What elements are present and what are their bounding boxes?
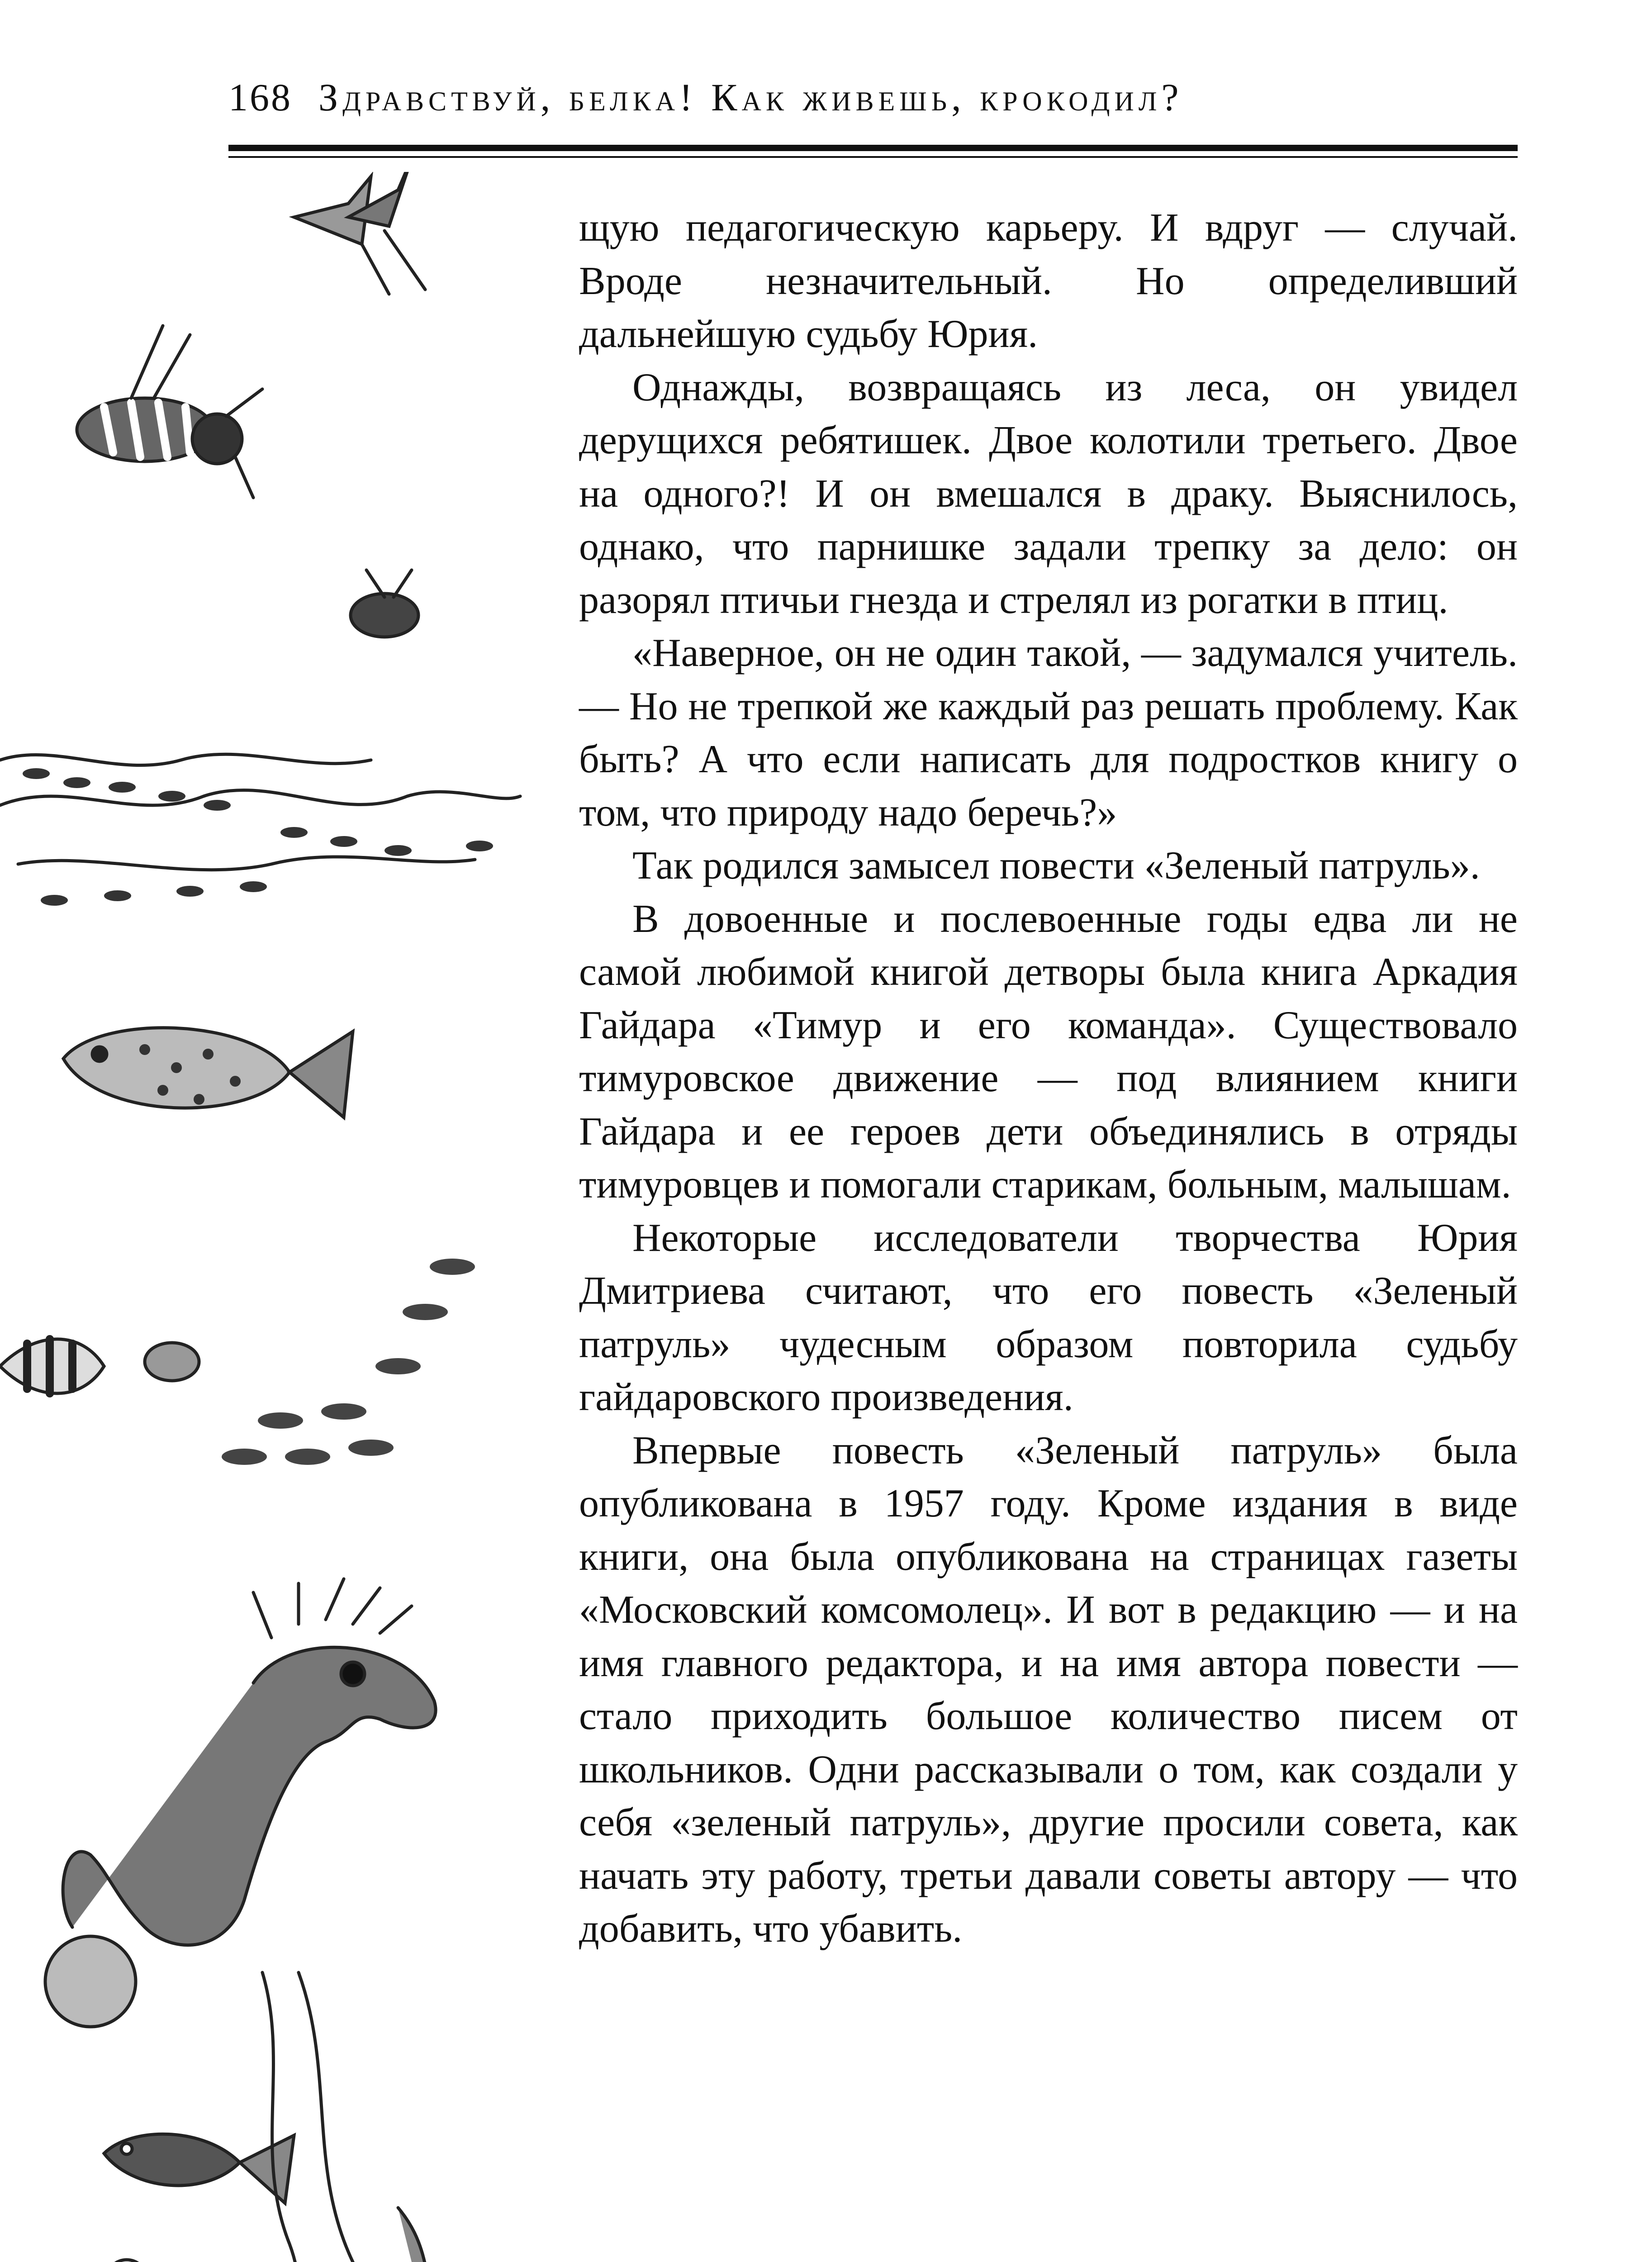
sea-life-drawing [0, 172, 556, 2262]
page-number: 168 [228, 76, 292, 119]
header-rule-thin [228, 156, 1518, 158]
margin-illustration [0, 172, 556, 2262]
wave-fish-school [0, 754, 520, 906]
fly-drawing [351, 570, 418, 637]
running-title: Здравствуй, белка! Как живешь, крокодил? [318, 76, 1183, 119]
paragraph: Так родился замысел повести «Зеленый патруль». [632, 844, 1480, 888]
page-header [228, 75, 1518, 120]
seahorse-drawing [45, 1579, 436, 2027]
paragraph: В довоенные и послевоенные годы едва ли не самой любимой книгой детворы была книга Аркадия Гайдара «Тимур и его команда». Существовало тимуровское движение — под влиянием книги Гайдара и ее героев дети объединялись в отряды тимуровцев и помогали старикам, больным, малышам. [579, 897, 1518, 1207]
crab-shell-drawing [45, 2260, 242, 2262]
spotted-fish-drawing [63, 1028, 353, 1117]
text-column [579, 201, 1518, 1956]
seaweed-drawing [262, 1972, 452, 2262]
paragraph: Некоторые исследователи творчества Юрия Дмитриева считают, что его повесть «Зеленый патруль» чудесным образом повторила судьбу гайдаровского произведения. [579, 1216, 1518, 1419]
header-rule-thick [228, 145, 1518, 151]
bee-drawing [77, 326, 262, 498]
paragraph: щую педагогическую карьеру. И вдруг — случай. Вроде незначительный. Но определивший дальнейшую судьбу Юрия. [579, 206, 1518, 356]
paragraph: Впервые повесть «Зеленый патруль» была опубликована в 1957 году. Кроме издания в виде книги, она была опубликована на страницах газеты «Московский комсомолец». И вот в редакцию — и на имя главного редактора, и на имя автора повести — стало приходить большое количество писем от школьников. Одни рассказывали о том, как создали у себя «зеленый патруль», другие просили совета, как начать эту работу, третьи давали советы автору — что добавить, что убавить. [579, 1428, 1518, 1951]
striped-fish-school [0, 1259, 475, 1465]
paragraph: «Наверное, он не один такой, — задумался учитель. — Но не трепкой же каждый раз решать проблему. Как быть? А что если написать для подростков книгу о том, что природу надо беречь?» [579, 631, 1518, 835]
paragraph: Однажды, возвращаясь из леса, он увидел дерущихся ребятишек. Двое колотили третьего. Двое на одного?! И он вмешался в драку. Выяснилось, однако, что парнишке задали трепку за дело: он разорял птичьи гнезда и стрелял из рогатки в птиц. [579, 365, 1518, 622]
butterfly-drawing [294, 172, 425, 294]
lower-fish-drawing [104, 2134, 294, 2203]
